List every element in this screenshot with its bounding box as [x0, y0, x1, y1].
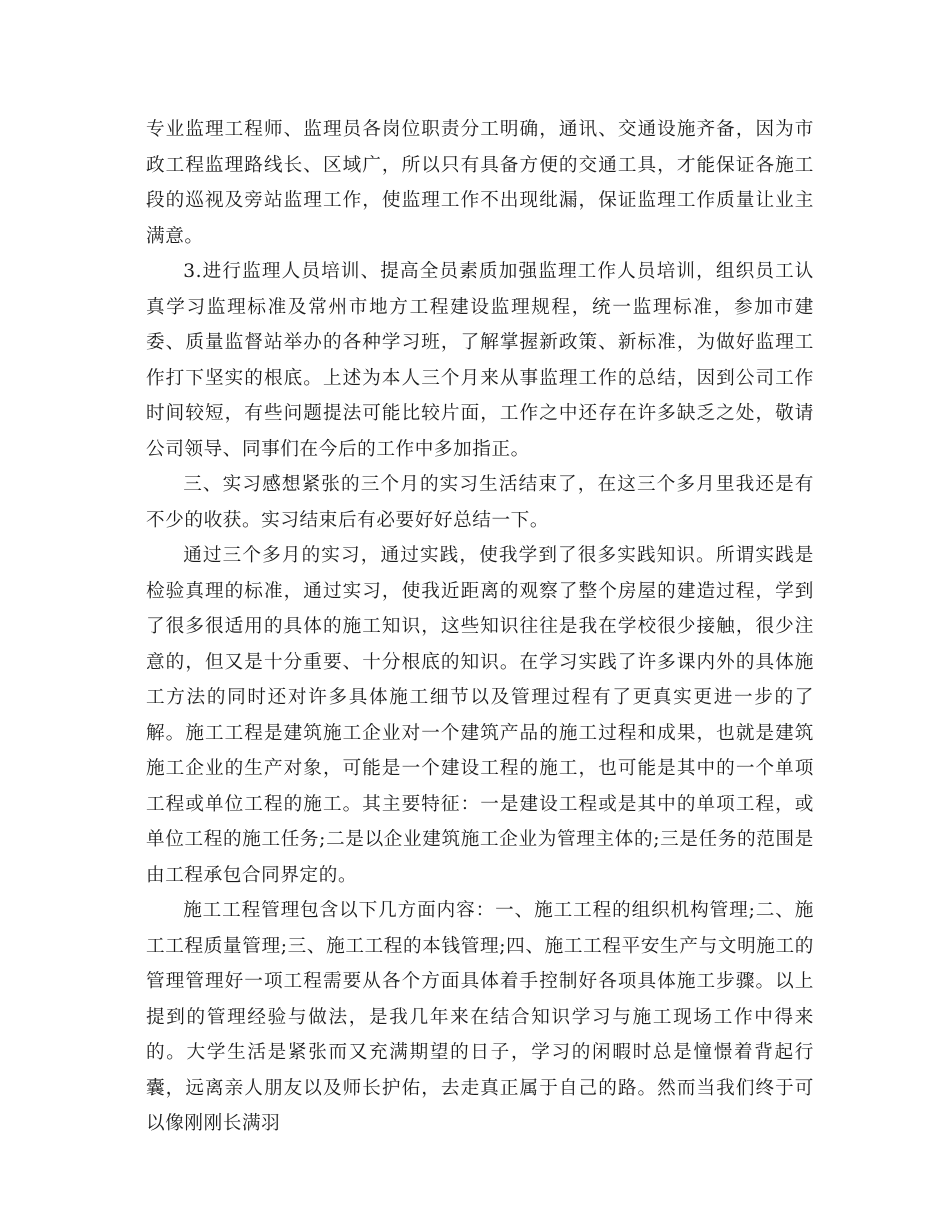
paragraph: 三、实习感想紧张的三个月的实习生活结束了，在这三个多月里我还是有不少的收获。实习结束后有必要好好总结一下。: [146, 474, 814, 531]
paragraph: 通过三个多月的实习，通过实践，使我学到了很多实践知识。所谓实践是检验真理的标准，通过实习，使我近距离的观察了整个房屋的建造过程，学到了很多很适用的具体的施工知识，这些知识往往是我在学校很少接触，很少注意的，但又是十分重要、十分根底的知识。在学习实践了许多课内外的具体施工方法的同时还对许多具体施工细节以及管理过程有了更真实更进一步的了解。施工工程是建筑施工企业对一个建筑产品的施工过程和成果，也就是建筑施工企业的生产对象，可能是一个建设工程的施工，也可能是其中的一个单项工程或单位工程的施工。其主要特征：一是建设工程或是其中的单项工程，或单位工程的施工任务;二是以企业建筑施工企业为管理主体的;三是任务的范围是由工程承包合同界定的。: [146, 545, 814, 886]
paragraph: 施工工程管理包含以下几方面内容：一、施工工程的组织机构管理;二、施工工程质量管理;三、施工工程的本钱管理;四、施工工程平安生产与文明施工的管理管理好一项工程需要从各个方面具体着手控制好各项具体施工步骤。以上提到的管理经验与做法，是我几年来在结合知识学习与施工现场工作中得来的。大学生活是紧张而又充满期望的日子，学习的闲暇时总是憧憬着背起行囊，远离亲人朋友以及师长护佑，去走真正属于自己的路。然而当我们终于可以像刚刚长满羽: [146, 900, 814, 1134]
document-body: [146, 112, 814, 1142]
paragraph: 3.进行监理人员培训、提高全员素质加强监理工作人员培训，组织员工认真学习监理标准及常州市地方工程建设监理规程，统一监理标准，参加市建委、质量监督站举办的各种学习班，了解掌握新政策、新标准，为做好监理工作打下坚实的根底。上述为本人三个月来从事监理工作的总结，因到公司工作时间较短，有些问题提法可能比较片面，工作之中还存在许多缺乏之处，敬请公司领导、同事们在今后的工作中多加指正。: [146, 261, 814, 460]
paragraph-continued: 专业监理工程师、监理员各岗位职责分工明确，通讯、交通设施齐备，因为市政工程监理路线长、区域广，所以只有具备方便的交通工具，才能保证各施工段的巡视及旁站监理工作，使监理工作不出现纰漏，保证监理工作质量让业主满意。: [146, 119, 814, 247]
